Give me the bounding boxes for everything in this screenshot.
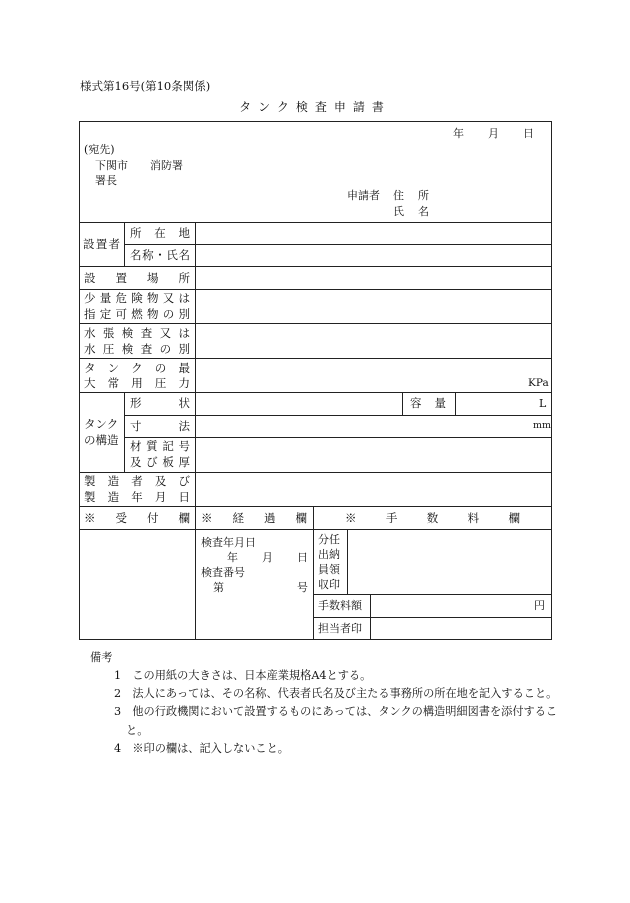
inspection-number-prefix: 第 xyxy=(213,581,224,594)
applicant-name-label: 氏名 xyxy=(393,205,429,218)
shape-label: 形状 xyxy=(130,396,190,410)
row-divider xyxy=(79,323,552,324)
date-month-label: 月 xyxy=(488,127,499,140)
column-divider xyxy=(124,392,125,472)
hazard-type-label-2: 指定可燃物の別 xyxy=(84,307,190,321)
column-divider xyxy=(313,506,314,640)
receipt-seal-label-3: 員領 xyxy=(318,563,340,576)
row-divider xyxy=(79,222,552,223)
applicant-label: 申請者 xyxy=(347,189,380,202)
note-text: 法人にあっては、その名称、代表者氏名及び主たる事務所の所在地を記入すること。 xyxy=(132,687,558,701)
row-divider xyxy=(79,358,552,359)
inspection-number-label: 検査番号 xyxy=(201,566,245,579)
note-item xyxy=(102,703,560,739)
addressee-label: (宛先) xyxy=(84,143,115,156)
max-pressure-label-2: 大常用圧力 xyxy=(84,376,190,390)
date-year-label: 年 xyxy=(453,127,464,140)
row-divider xyxy=(79,266,552,267)
pressure-unit: KPa xyxy=(528,377,549,389)
fee-unit: 円 xyxy=(534,599,545,612)
tank-structure-label-2: の構造 xyxy=(84,433,119,447)
tank-structure-label-1: タンク xyxy=(84,417,119,431)
addressee-chief: 署長 xyxy=(95,174,117,187)
column-divider xyxy=(347,529,348,594)
capacity-unit: L xyxy=(539,397,547,410)
applicant-address-label: 住所 xyxy=(393,189,429,202)
installer-name-label: 名称・氏名 xyxy=(130,248,190,262)
max-pressure-label-1: タンクの最 xyxy=(84,361,190,375)
capacity-label: 容量 xyxy=(410,396,446,410)
receipt-seal-label-1: 分任 xyxy=(318,533,340,546)
test-type-label-2: 水圧検査の別 xyxy=(84,342,190,356)
row-divider xyxy=(124,244,552,245)
inspection-date-label: 検査年月日 xyxy=(201,536,256,549)
inspection-day-label: 日 xyxy=(297,551,308,564)
install-place-label: 設置場所 xyxy=(84,271,190,285)
inspection-month-label: 月 xyxy=(262,551,273,564)
column-divider xyxy=(402,392,403,415)
installer-location-label: 所在地 xyxy=(130,226,190,240)
progress-column-header: ※経過欄 xyxy=(201,511,307,525)
hazard-type-label-1: 少量危険物又は xyxy=(84,291,190,305)
column-divider xyxy=(455,392,456,415)
addressee-station: 下関市 消防署 xyxy=(95,159,183,172)
notes-section xyxy=(90,649,560,758)
inspection-number-suffix: 号 xyxy=(297,581,308,594)
note-item xyxy=(102,685,560,703)
column-divider xyxy=(124,222,125,266)
receipt-seal-label-2: 出納 xyxy=(318,548,340,561)
column-divider xyxy=(195,222,196,640)
row-divider xyxy=(313,617,552,618)
note-item xyxy=(102,740,560,758)
note-text: この用紙の大きさは、日本産業規格A4とする。 xyxy=(132,669,372,683)
material-label-2: 及び板厚 xyxy=(130,455,190,469)
reception-column-header: ※受付欄 xyxy=(84,511,190,525)
note-text: 他の行政機関において設置するものにあっては、タンクの構造明細図書を添付すること。 xyxy=(126,705,558,737)
row-divider xyxy=(79,529,552,530)
row-divider xyxy=(313,594,552,595)
installer-label: 設置者 xyxy=(83,237,120,251)
note-number: 4 xyxy=(114,741,122,755)
note-text: ※印の欄は、記入しないこと。 xyxy=(132,741,289,755)
receipt-seal-label-4: 収印 xyxy=(318,578,340,591)
note-item xyxy=(102,667,560,685)
inspection-year-label: 年 xyxy=(227,551,238,564)
staff-seal-label: 担当者印 xyxy=(318,622,362,635)
note-number: 1 xyxy=(114,669,122,683)
manufacturer-label-2: 製造年月日 xyxy=(84,490,190,504)
test-type-label-1: 水張検査又は xyxy=(84,326,190,340)
fee-amount-label: 手数料額 xyxy=(318,599,362,612)
form-title: タンク検査申請書 xyxy=(239,100,391,114)
dimensions-unit: mm xyxy=(533,420,552,431)
notes-heading: 備考 xyxy=(90,651,113,664)
form-number: 様式第16号(第10条関係) xyxy=(80,79,211,93)
date-day-label: 日 xyxy=(523,127,534,140)
row-divider xyxy=(79,506,552,507)
row-divider xyxy=(79,392,552,393)
dimensions-label: 寸法 xyxy=(130,419,190,433)
note-number: 2 xyxy=(114,687,122,701)
note-number: 3 xyxy=(114,705,122,719)
row-divider xyxy=(124,415,552,416)
column-divider xyxy=(370,594,371,640)
material-label-1: 材質記号 xyxy=(130,439,190,453)
fee-column-header: ※手数料欄 xyxy=(345,511,520,525)
manufacturer-label-1: 製造者及び xyxy=(84,474,190,488)
